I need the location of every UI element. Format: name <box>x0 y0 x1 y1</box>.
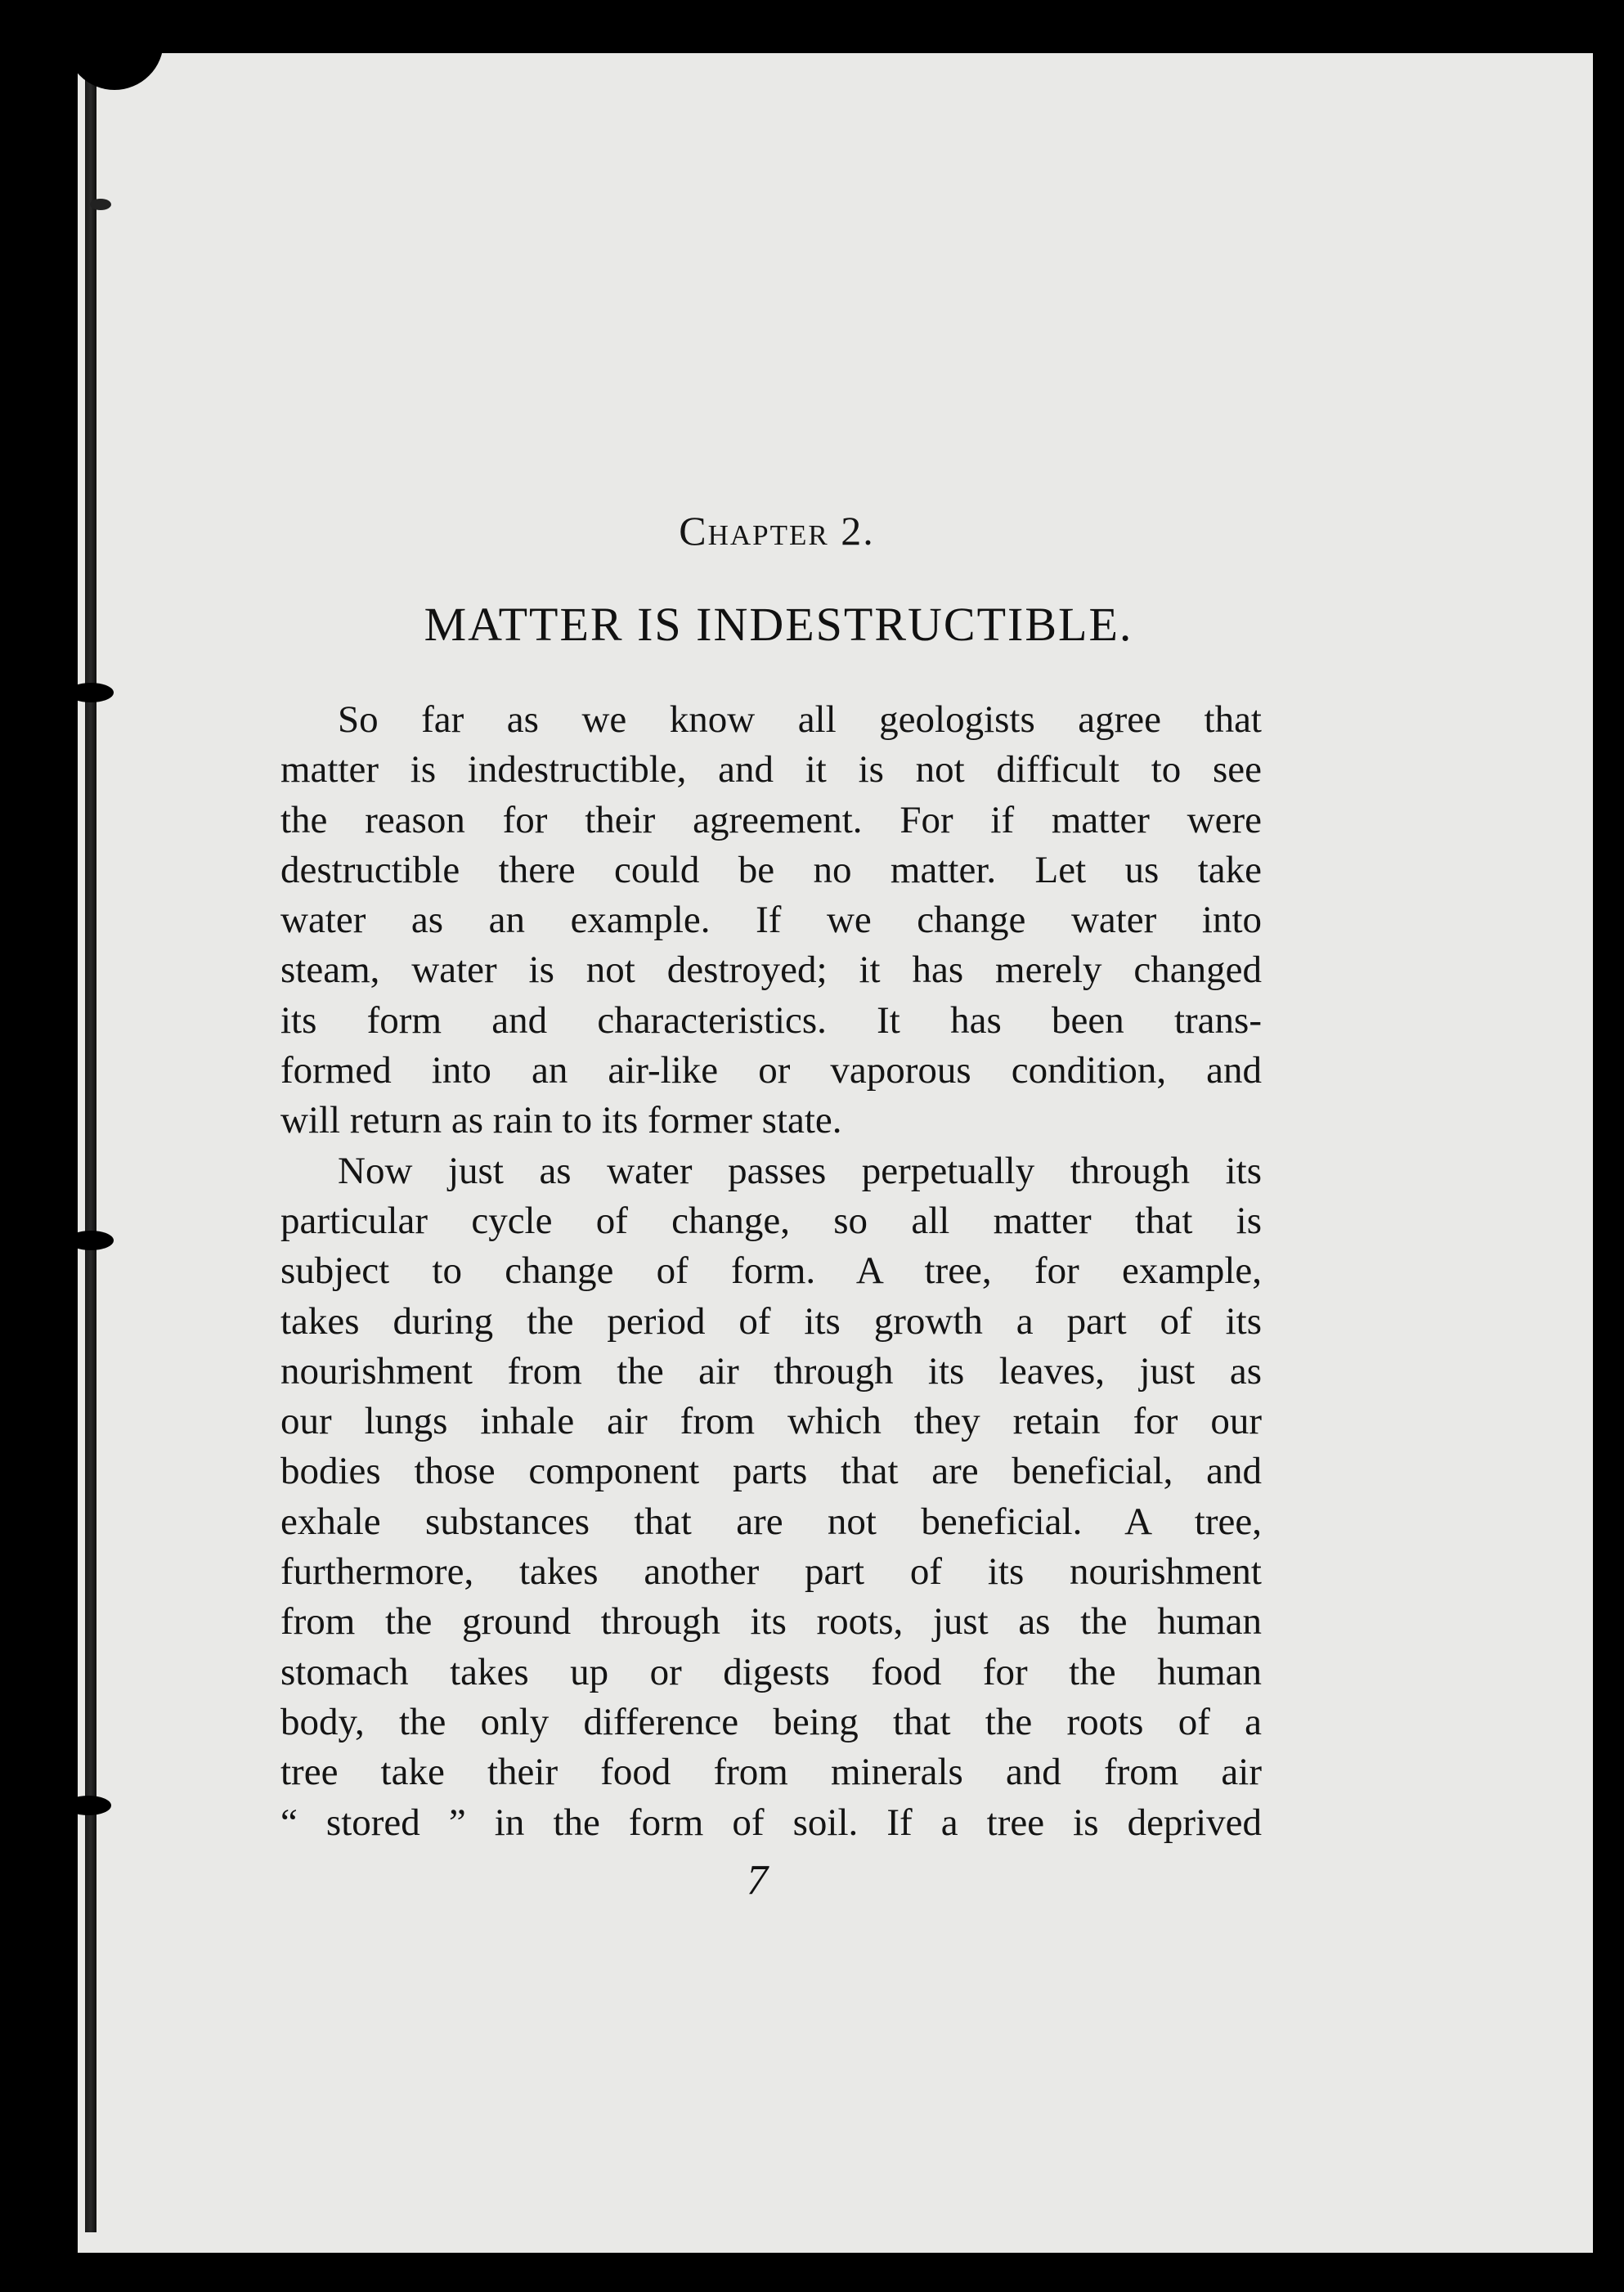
text-line: from the ground through its roots, just as the human <box>280 1600 1262 1644</box>
text-line: the reason for their agreement. For if matter were <box>280 798 1262 841</box>
text-line: our lungs inhale air from which they retain for our <box>280 1400 1262 1443</box>
chapter-title: MATTER IS INDESTRUCTIBLE. <box>424 598 1133 651</box>
text-line: body, the only difference being that the roots of a <box>280 1700 1262 1743</box>
text-line: particular cycle of change, so all matter that is <box>280 1199 1262 1242</box>
binding-knot <box>68 1231 114 1250</box>
text-line: steam, water is not destroyed; it has merely changed <box>280 949 1262 992</box>
text-line: stomach takes up or digests food for the human <box>280 1650 1262 1693</box>
text-line: tree take their food from minerals and from air <box>280 1751 1262 1794</box>
scan-border-right <box>1593 53 1624 2292</box>
text-line: destructible there could be no matter. Let us take <box>280 848 1262 891</box>
text-line: matter is indestructible, and it is not difficult to see <box>280 748 1262 792</box>
paragraph-2 <box>280 1146 1262 1848</box>
text-line: takes during the period of its growth a part of its <box>280 1299 1262 1343</box>
text-line: exhale substances that are not beneficial. A tree, <box>280 1500 1262 1543</box>
scan-border-bottom <box>0 2253 1624 2292</box>
text-line: formed into an air-like or vaporous condition, and <box>280 1049 1262 1092</box>
paragraph-1 <box>280 695 1262 1146</box>
binding-knot <box>65 1796 111 1815</box>
text-line: So far as we know all geologists agree that <box>338 698 1262 741</box>
text-line: Now just as water passes perpetually through its <box>338 1149 1262 1192</box>
chapter-heading: Chapter 2. <box>679 508 875 554</box>
text-line: water as an example. If we change water into <box>280 899 1262 942</box>
text-line: subject to change of form. A tree, for example, <box>280 1249 1262 1293</box>
text-line: bodies those component parts that are beneficial, and <box>280 1450 1262 1493</box>
binding-thread-mark <box>90 199 111 210</box>
text-line: furthermore, takes another part of its nourishment <box>280 1550 1262 1594</box>
text-line: its form and characteristics. It has been trans- <box>280 998 1262 1042</box>
binding-stitch-line <box>85 65 96 2232</box>
text-line: nourishment from the air through its leaves, just as <box>280 1349 1262 1393</box>
body-text <box>280 695 1262 1848</box>
page-number: 7 <box>747 1857 768 1904</box>
text-line: “ stored ” in the form of soil. If a tree is deprived <box>280 1801 1262 1844</box>
text-line: will return as rain to its former state. <box>280 1099 842 1142</box>
binding-knot <box>68 683 114 702</box>
